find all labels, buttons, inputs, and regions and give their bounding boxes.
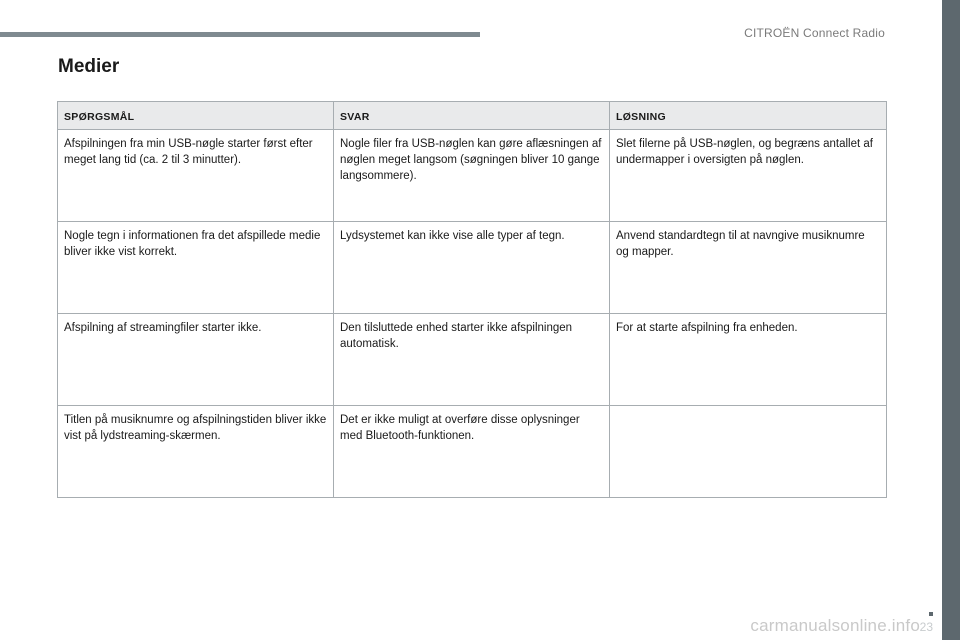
watermark: carmanualsonline.info — [750, 616, 920, 635]
table-row — [58, 314, 887, 406]
header-rule — [0, 32, 480, 37]
header-brand: CITROËN Connect Radio — [744, 26, 885, 40]
solution-cell: For at starte afspilning fra enheden. — [610, 314, 887, 406]
column-header-solution: LØSNING — [610, 102, 887, 130]
table-row — [58, 222, 887, 314]
answer-cell: Nogle filer fra USB-nøglen kan gøre aflæsningen af nøglen meget langsom (søgningen bliver 10 gange langsommere). — [334, 130, 610, 222]
answer-cell: Det er ikke muligt at overføre disse oplysninger med Bluetooth-funktionen. — [334, 406, 610, 498]
solution-cell — [610, 406, 887, 498]
answer-cell: Den tilsluttede enhed starter ikke afspilningen automatisk. — [334, 314, 610, 406]
solution-cell: Slet filerne på USB-nøglen, og begræns antallet af undermapper i oversigten på nøglen. — [610, 130, 887, 222]
table-header-row — [58, 102, 887, 130]
page-number: 23 — [919, 620, 933, 634]
table-row — [58, 130, 887, 222]
solution-cell: Anvend standardtegn til at navngive musiknumre og mapper. — [610, 222, 887, 314]
page-marker — [929, 612, 933, 616]
question-cell: Titlen på musiknumre og afspilningstiden bliver ikke vist på lydstreaming-skærmen. — [58, 406, 334, 498]
question-cell: Afspilningen fra min USB-nøgle starter først efter meget lang tid (ca. 2 til 3 minutter). — [58, 130, 334, 222]
faq-table — [57, 101, 887, 498]
side-bar — [942, 0, 960, 640]
table-row — [58, 406, 887, 498]
column-header-answer: SVAR — [334, 102, 610, 130]
question-cell: Afspilning af streamingfiler starter ikke. — [58, 314, 334, 406]
question-cell: Nogle tegn i informationen fra det afspillede medie bliver ikke vist korrekt. — [58, 222, 334, 314]
answer-cell: Lydsystemet kan ikke vise alle typer af tegn. — [334, 222, 610, 314]
column-header-question: SPØRGSMÅL — [58, 102, 334, 130]
page-title: Medier — [58, 56, 120, 77]
